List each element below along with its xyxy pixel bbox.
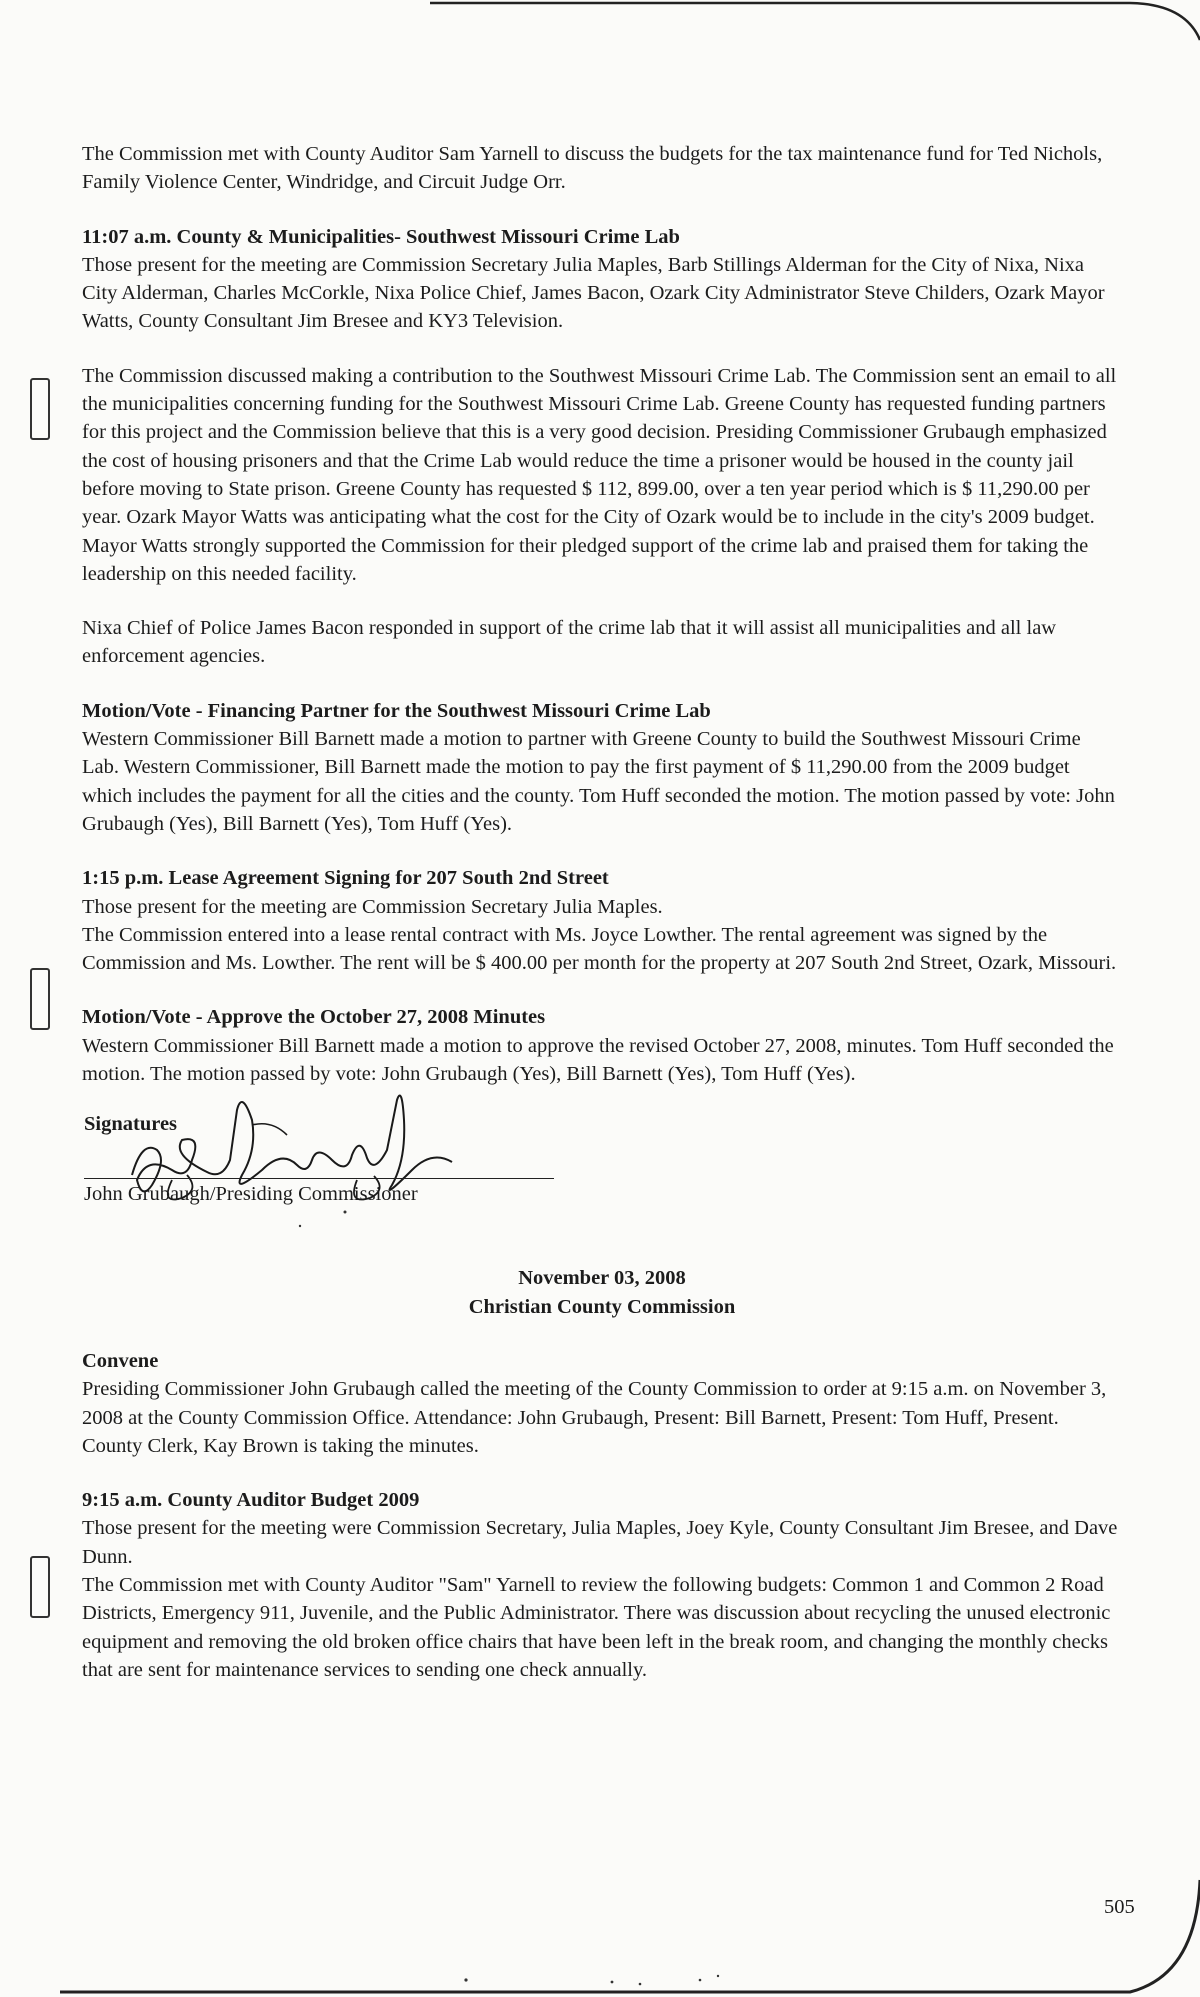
heading-auditor-budget: 9:15 a.m. County Auditor Budget 2009 [82,1489,420,1512]
paragraph-tax-maintenance: The Commission met with County Auditor Sam Yarnell to discuss the budgets for the tax maintenance fund for Ted Nichols, Family Violence Center, Windridge, and Circuit Judge Orr. [82,143,1103,194]
heading-crime-lab-meeting: 11:07 a.m. County & Municipalities- Southwest Missouri Crime Lab [82,225,680,248]
heading-convene: Convene [82,1349,159,1372]
signatures-label: Signatures [84,1113,178,1136]
paragraph-crime-lab-discussion: The Commission discussed making a contribution to the Southwest Missouri Crime Lab. The Commission sent an email to all the municipalities concerning funding for the Southwest Missouri Crime Lab. Greene County has requested funding partners for this project and the Commission believe that this is a very good decision. Presiding Commissioner Grubaugh emphasized the cost of housing prisoners and that the Crime Lab would reduce the time a prisoner would be housed in the county jail before moving to State prison. Greene County has requested $ 112, 899.00, over a ten year period which is $ 11,290.00 per year. Ozark Mayor Watts was anticipating what the cost for the City of Ozark would be to include in the city's 2009 budget. Mayor Watts strongly supported the Commission for their pledged support of the crime lab and praised them for taking the leadership on this needed facility. [82,364,1117,585]
margin-mark-1 [30,378,50,440]
organization-heading: Christian County Commission [468,1295,736,1318]
paragraph-motion-minutes: Western Commissioner Bill Barnett made a motion to approve the revised October 27, 2008, minutes. Tom Huff seconded the motion. The motion passed by vote: John Grubaugh (Yes), Bill Barnett (Yes), Tom Huff (Yes). [82,1034,1114,1086]
paragraph-lease-details: The Commission entered into a lease rental contract with Ms. Joyce Lowther. The rental agreement was signed by the Commission and Ms. Lowther. The rent will be $ 400.00 per month for the property at 207 South 2nd Street, Ozark, Missouri. [82,923,1117,975]
paragraph-attendees-crime-lab: Those present for the meeting are Commission Secretary Julia Maples, Barb Stillings Alderman for the City of Nixa, Nixa City Alderman, Charles McCorkle, Nixa Police Chief, James Bacon, Ozark City Administrator Steve Childers, Ozark Mayor Watts, County Consultant Jim Bresee and KY3 Television. [82,253,1105,333]
paragraph-lease-attendees: Those present for the meeting are Commission Secretary Julia Maples. [82,895,663,918]
heading-lease-agreement: 1:15 p.m. Lease Agreement Signing for 207 South 2nd Street [82,867,609,890]
paragraph-auditor-review: The Commission met with County Auditor "Sam" Yarnell to review the following budgets: Common 1 and Common 2 Road Districts, Emergency 911, Juvenile, and the Public Administrator. There was discussion about recycling the unused electronic equipment and removing the old broken office chairs that have been left in the break room, and changing the monthly checks that are sent for maintenance services to sending one check annually. [82,1573,1111,1681]
margin-mark-2 [30,968,50,1030]
heading-motion-financing: Motion/Vote - Financing Partner for the Southwest Missouri Crime Lab [82,699,711,722]
page-number: 505 [1104,1896,1135,1918]
paragraph-auditor-attendees: Those present for the meeting were Commission Secretary, Julia Maples, Joey Kyle, County Consultant Jim Bresee, and Dave Dunn. [82,1517,1118,1568]
margin-mark-3 [30,1556,50,1618]
paragraph-motion-financing: Western Commissioner Bill Barnett made a motion to partner with Greene County to build the Southwest Missouri Crime Lab. Western Commissioner, Bill Barnett made the motion to pay the first payment of $ 11,290.00 from the 2009 budget which includes the payment for all the cities and the county. Tom Huff seconded the motion. The motion passed by vote: John Grubaugh (Yes), Bill Barnett (Yes), Tom Huff (Yes). [82,728,1115,835]
paragraph-convene: Presiding Commissioner John Grubaugh called the meeting of the County Commission to order at 9:15 a.m. on November 3, 2008 at the County Commission Office. Attendance: John Grubaugh, Present: Bill Barnett, Present: Tom Huff, Present. County Clerk, Kay Brown is taking the minutes. [82,1378,1107,1457]
paragraph-nixa-chief: Nixa Chief of Police James Bacon responded in support of the crime lab that it will assist all municipalities and all law enforcement agencies. [82,617,1057,668]
date-heading: November 03, 2008 [518,1267,686,1290]
signature-caption: John Grubaugh/Presiding Commissioner [84,1183,418,1206]
heading-motion-minutes: Motion/Vote - Approve the October 27, 2008 Minutes [82,1006,546,1029]
signature-block [82,1110,1122,1230]
minutes-content [82,140,1122,1684]
signature-line [84,1178,554,1179]
